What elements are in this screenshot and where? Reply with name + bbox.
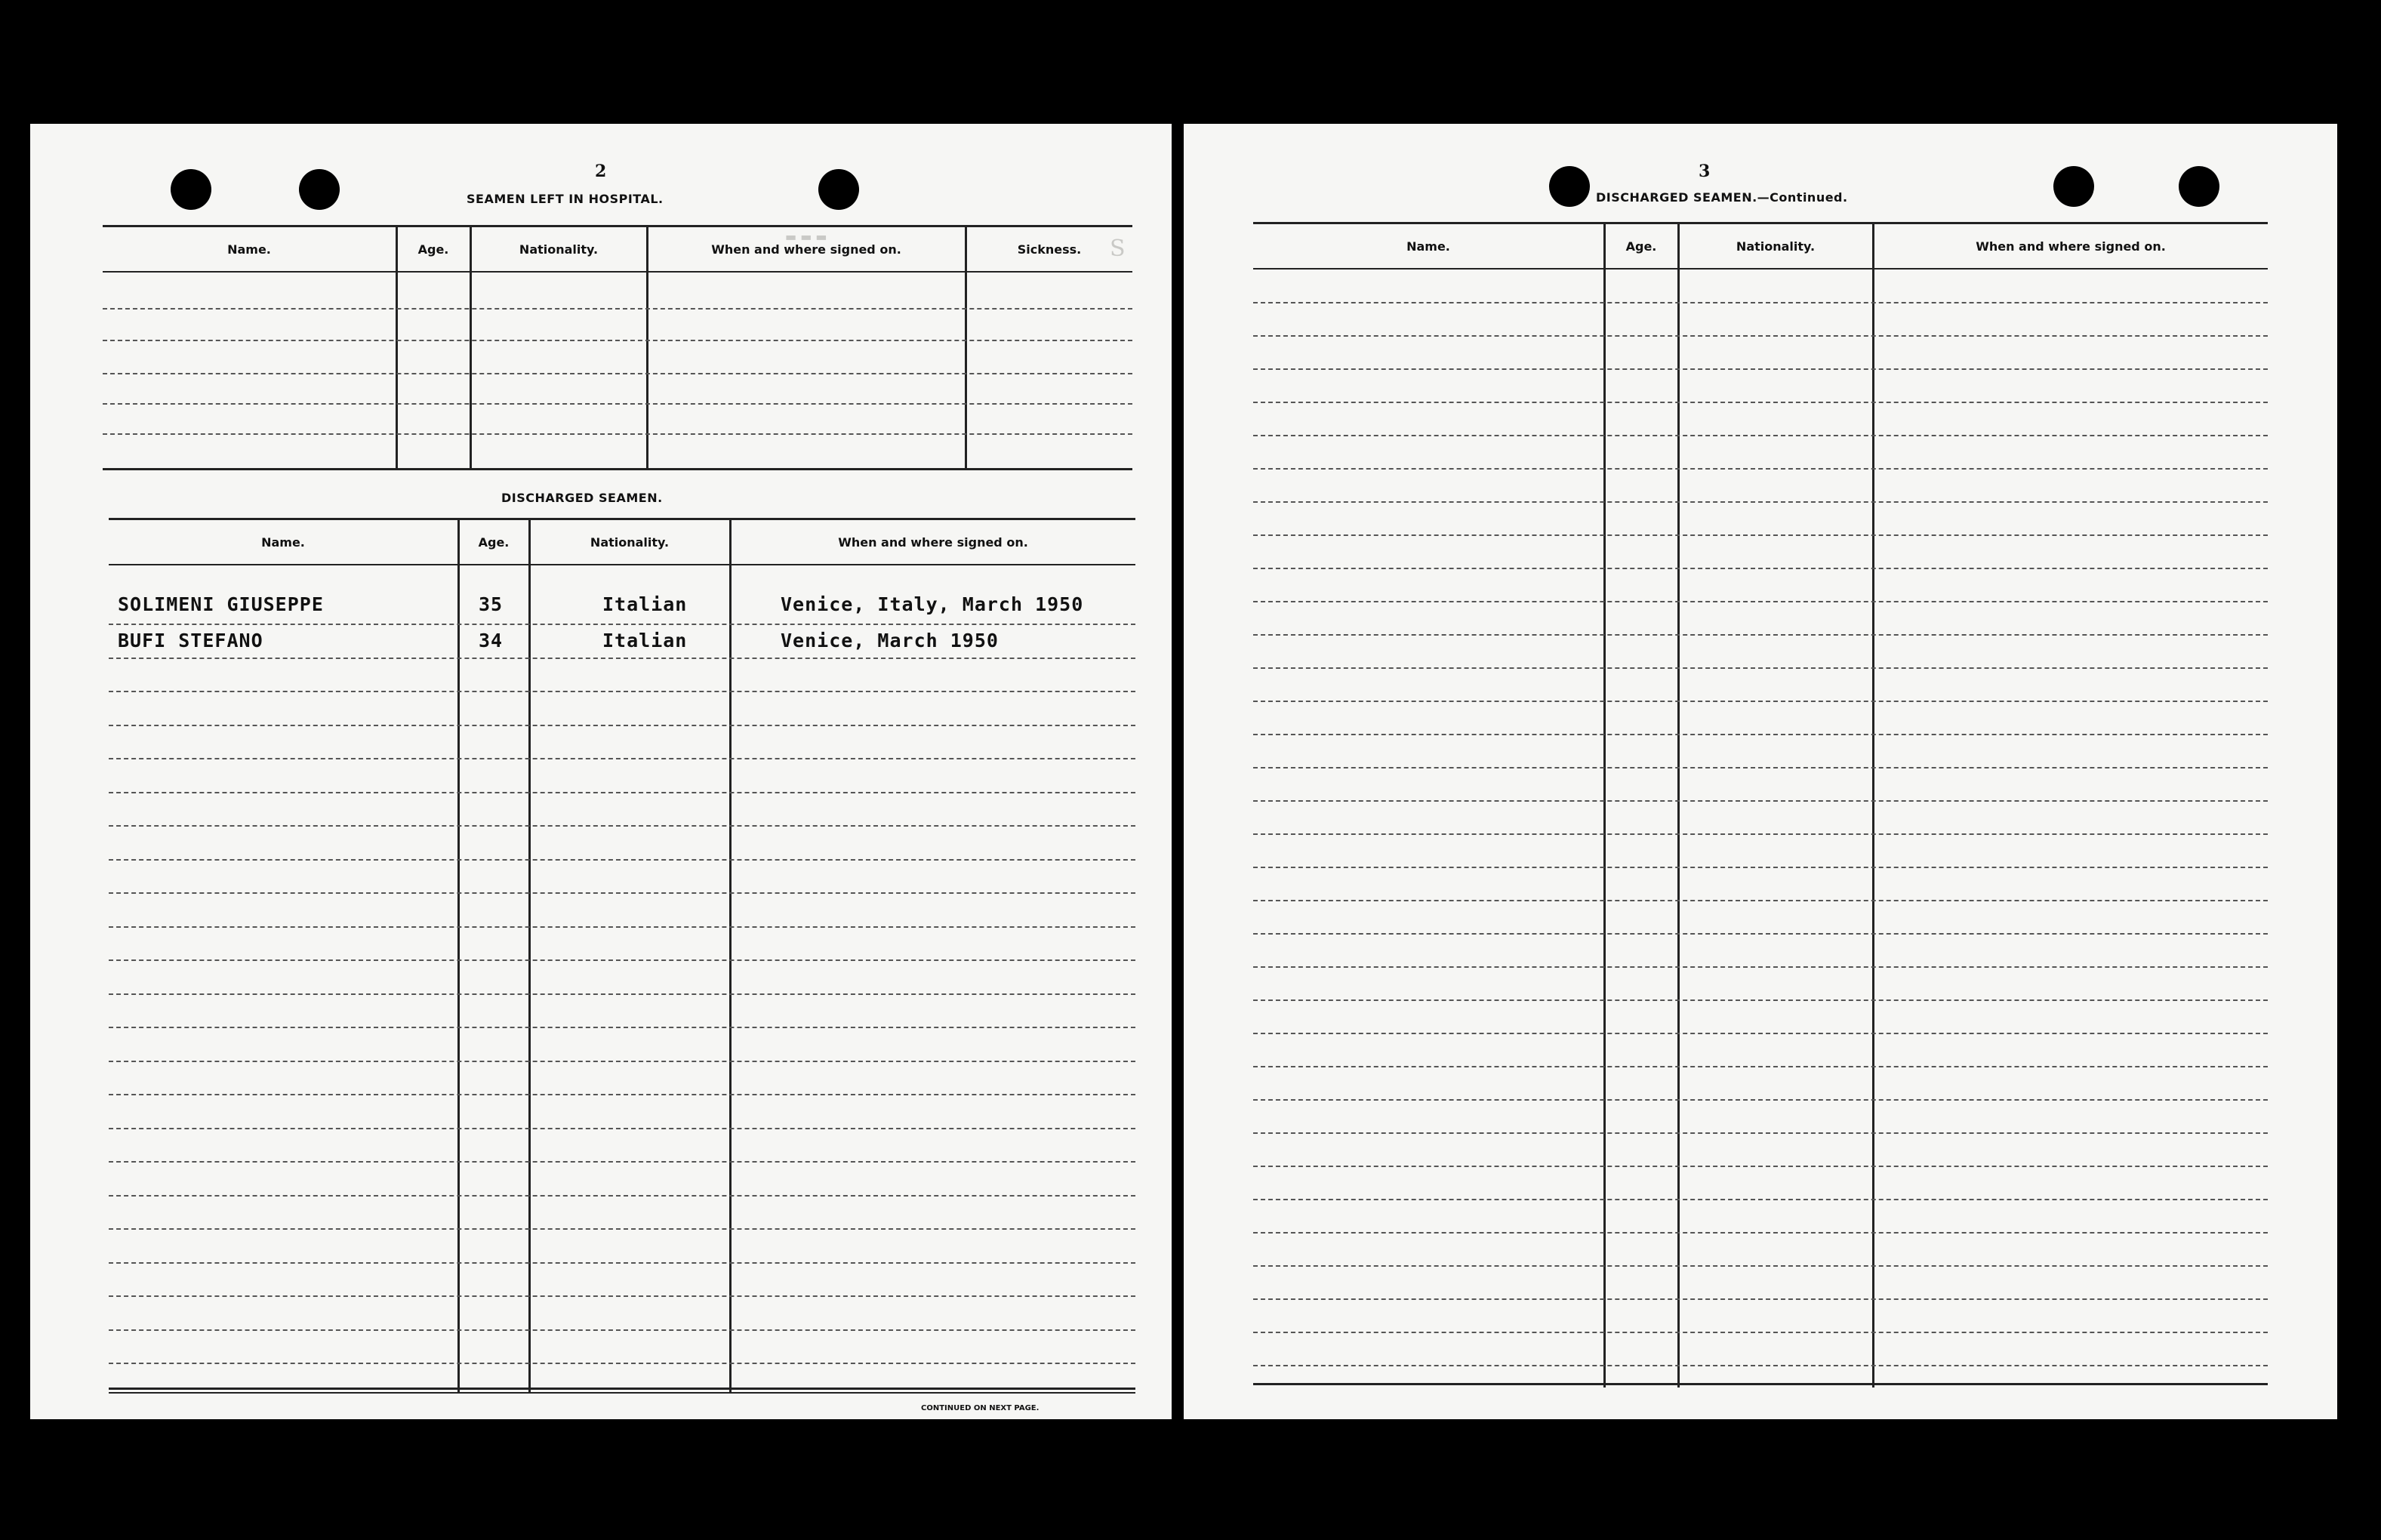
ruled-line (1253, 402, 2268, 403)
ruled-line (1253, 534, 2268, 536)
column-header-age: Age. (1625, 239, 1657, 254)
ruled-line (1253, 435, 2268, 436)
page-number: 3 (1699, 162, 1711, 181)
page-number: 2 (595, 162, 607, 181)
table-header (1253, 222, 2268, 270)
ruled-line (109, 1295, 1135, 1297)
ruled-line (1253, 501, 2268, 503)
discharged-age: 34 (479, 630, 504, 651)
continued-note: CONTINUED ON NEXT PAGE. (921, 1404, 1040, 1412)
ruled-line (1253, 1199, 2268, 1200)
ruled-line (1253, 368, 2268, 370)
ruled-line (1253, 933, 2268, 935)
column-header-age: Age. (478, 534, 510, 550)
ruled-line (109, 1094, 1135, 1095)
punch-hole (299, 169, 340, 210)
ruled-line (109, 959, 1135, 961)
punch-hole (1549, 166, 1590, 207)
table-row (103, 308, 1132, 310)
ruled-line (109, 792, 1135, 793)
ruled-line (109, 725, 1135, 726)
ruled-line (1253, 1066, 2268, 1067)
ruled-line (1253, 468, 2268, 470)
ruled-line (1253, 767, 2268, 768)
right-page (1184, 124, 2337, 1419)
ruled-line (109, 1329, 1135, 1331)
ruled-line (109, 1363, 1135, 1364)
ruled-line (1253, 1332, 2268, 1333)
left-page: S ▬ ▬ ▬ 2 SEAMEN LEFT IN HOSPITAL. Name. Age. Nationality. When and where signed on. Sickness. DISCHARGED SEAMEN. Name. Age. Nationality. When and where signed on. SOLIMENI GIUSEPPE 35 Italian Venice, Italy, March 1950 BUFI STEFANO 34 Italian Venice, March 1950 CONTINUED ON NEXT PAGE. (30, 124, 1172, 1419)
column-header-signed-on: When and where signed on. (711, 242, 901, 257)
ruled-line (109, 1128, 1135, 1129)
column-header-name: Name. (261, 534, 305, 550)
column-header-name: Name. (1406, 239, 1450, 254)
ruled-line (1253, 568, 2268, 569)
column-header-nationality: Nationality. (1736, 239, 1816, 254)
discharged-age: 35 (479, 593, 504, 615)
column-header-age: Age. (417, 242, 449, 257)
column-header-name: Name. (227, 242, 271, 257)
discharged-section-title: DISCHARGED SEAMEN. (501, 491, 663, 505)
discharged-name: BUFI STEFANO (118, 630, 263, 651)
ruled-line (1253, 1298, 2268, 1300)
ruled-line (1253, 833, 2268, 835)
table-row (103, 433, 1132, 435)
ruled-line (1253, 667, 2268, 669)
ruled-line (1253, 966, 2268, 968)
discharged-name: SOLIMENI GIUSEPPE (118, 593, 324, 615)
table-row (103, 403, 1132, 405)
discharged-nationality: Italian (602, 630, 688, 651)
ruled-line (1253, 1099, 2268, 1101)
column-header-nationality: Nationality. (519, 242, 599, 257)
ruled-line (1253, 1166, 2268, 1167)
column-header-sickness: Sickness. (1017, 242, 1082, 257)
ruled-line (109, 859, 1135, 861)
ruled-line (1253, 335, 2268, 337)
discharged-signed-on: Venice, Italy, March 1950 (781, 593, 1084, 615)
ruled-line (109, 1195, 1135, 1197)
discharged-nationality: Italian (602, 593, 688, 615)
discharged-table (109, 518, 1135, 1397)
ruled-line (1253, 701, 2268, 702)
column-header-nationality: Nationality. (590, 534, 670, 550)
ruled-line (1253, 634, 2268, 636)
discharged-continued-title: DISCHARGED SEAMEN.—Continued. (1596, 190, 1848, 205)
hospital-section-title: SEAMEN LEFT IN HOSPITAL. (467, 192, 664, 206)
ruled-line (109, 1262, 1135, 1264)
punch-hole (171, 169, 211, 210)
ruled-line (109, 993, 1135, 995)
ruled-line (109, 892, 1135, 894)
column-header-signed-on: When and where signed on. (838, 534, 1028, 550)
ruled-line (1253, 601, 2268, 602)
ruled-line (1253, 867, 2268, 868)
ruled-line (1253, 1132, 2268, 1134)
ruled-line (109, 1027, 1135, 1028)
ruled-line (109, 624, 1135, 625)
ruled-line (109, 926, 1135, 928)
discharged-continued-table (1253, 222, 2268, 1389)
column-header-signed-on: When and where signed on. (1976, 239, 2166, 254)
punch-hole (2053, 166, 2094, 207)
ruled-line (1253, 800, 2268, 802)
ruled-line (1253, 1265, 2268, 1267)
table-row (103, 373, 1132, 374)
table-row (103, 340, 1132, 341)
discharged-signed-on: Venice, March 1950 (781, 630, 999, 651)
ruled-line (1253, 900, 2268, 901)
ruled-line (1253, 999, 2268, 1001)
ruled-line (109, 1161, 1135, 1163)
hospital-table (103, 225, 1132, 471)
ruled-line (1253, 302, 2268, 303)
punch-hole (2179, 166, 2219, 207)
punch-hole (818, 169, 859, 210)
ruled-line (1253, 1033, 2268, 1034)
ruled-line (109, 658, 1135, 659)
ruled-line (1253, 1365, 2268, 1366)
ruled-line (109, 691, 1135, 692)
table-header (109, 518, 1135, 565)
ruled-line (1253, 734, 2268, 735)
ruled-line (1253, 1232, 2268, 1234)
ruled-line (109, 1061, 1135, 1062)
ruled-line (109, 758, 1135, 759)
table-header (103, 225, 1132, 273)
ruled-line (109, 825, 1135, 827)
ruled-line (109, 1228, 1135, 1230)
